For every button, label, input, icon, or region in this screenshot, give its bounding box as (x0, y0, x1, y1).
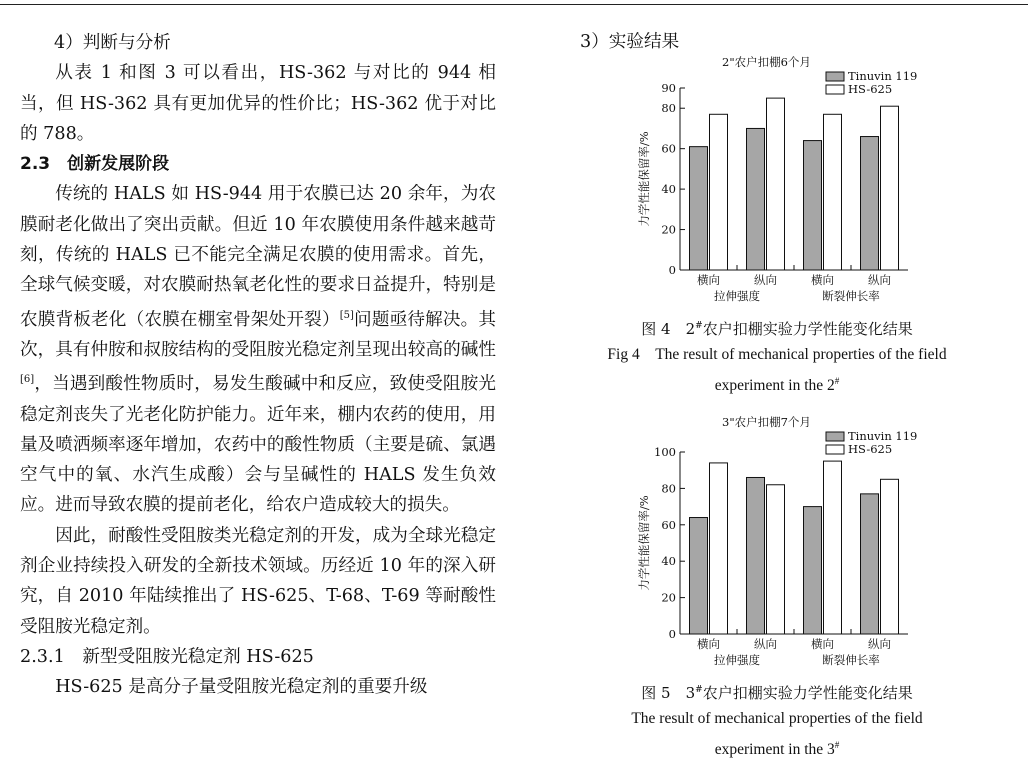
paragraph-1: 从表 1 和图 3 可以看出，HS-362 与对比的 944 相当，但 HS-362 具有更加优异的性价比；HS-362 优于对比的 788。 (20, 63, 496, 144)
chart4-legend-label: HS-625 (848, 82, 893, 96)
paragraph-2-part-a: 传统的 HALS 如 HS-944 用于农膜已达 20 余年，为农膜耐老化做出了突出贡献。但近 10 年农膜使用条件越来越苛刻，传统的 HALS 已不能完全满足农膜的使用需求。首先，全球气候变暖，对农膜耐热氧老化性的要求日益提升，特别是农膜背板老化（农膜在棚室骨架处开裂） (20, 184, 496, 330)
chart5-bar (804, 507, 822, 634)
chart4-bar (861, 137, 879, 270)
chart4-bar (690, 147, 708, 270)
chart5-y-tick-label: 40 (661, 554, 676, 569)
chart5-y-tick-label: 20 (661, 590, 676, 605)
chart4-x-tick-label: 纵向 (868, 273, 891, 287)
figure-5-caption-en-1: The result of mechanical properties of the field (631, 710, 923, 727)
chart4-legend-swatch (826, 72, 844, 81)
figure-5-caption-cn-b: 农户扣棚实验力学性能变化结果 (702, 684, 913, 702)
chart5-group-label: 断裂伸长率 (822, 653, 880, 667)
figure-5-caption-en-2: experiment in the 3 (714, 741, 835, 758)
subsection-heading-2-3-1: 2.3.1 新型受阻胺光稳定剂 HS-625 (20, 646, 314, 667)
reference-5[interactable]: [5] (339, 309, 354, 321)
heading-3-results: 3）实验结果 (580, 32, 680, 52)
chart5-bar (824, 461, 842, 634)
chart4-y-tick-label: 80 (661, 101, 676, 116)
figure-5-chart (630, 412, 930, 672)
chart5-x-tick-label: 纵向 (754, 637, 777, 651)
paragraph-3: 因此，耐酸性受阻胺类光稳定剂的开发，成为全球光稳定剂企业持续投入研发的全新技术领域。历经近 10 年的深入研究，自 2010 年陆续推出了 HS-625、T-68、T-69 等耐酸性受阻胺光稳定剂。 (20, 525, 496, 637)
chart5-bar (747, 477, 765, 634)
chart4-y-tick-label: 20 (661, 222, 676, 237)
paragraph-2-part-b: 问题亟待解决。其次，具有仲胺和叔胺结构的受阻胺光稳定剂呈现出较高的碱性 (20, 309, 496, 360)
chart4-y-tick-label: 0 (668, 263, 676, 277)
chart4-y-axis-label: 力学性能保留率/% (637, 131, 651, 227)
left-column (20, 28, 496, 703)
chart5-y-tick-label: 60 (661, 517, 676, 532)
chart4-bar (824, 114, 842, 270)
figure-5-caption-cn-a: 图 5 3 (641, 684, 696, 702)
paragraph-4: HS-625 是高分子量受阻胺光稳定剂的重要升级 (55, 677, 428, 698)
figure-5-en-hash: # (834, 740, 840, 750)
chart4-bar (767, 98, 785, 270)
chart4-x-tick-label: 横向 (697, 273, 720, 287)
chart4-bar (804, 141, 822, 270)
figure-4-en-hash: # (834, 376, 840, 386)
chart4-group-label: 断裂伸长率 (822, 289, 880, 303)
chart5-x-tick-label: 横向 (811, 637, 834, 651)
paragraph-2 (20, 179, 496, 520)
chart5-legend-label: HS-625 (848, 442, 893, 456)
figure-4-hash: # (695, 321, 703, 331)
chart5-x-tick-label: 横向 (697, 637, 720, 651)
figure-4-caption-cn-b: 农户扣棚实验力学性能变化结果 (702, 320, 913, 338)
reference-6[interactable]: [6] (20, 374, 35, 386)
chart4-title: 2"农户扣棚6个月 (722, 55, 811, 69)
chart5-group-label: 拉伸强度 (714, 653, 760, 667)
chart4-bar (710, 114, 728, 270)
heading-4-judgement: 4）判断与分析 (54, 33, 171, 53)
figure-4-caption-en-1: Fig 4 The result of mechanical properties of the field (607, 346, 947, 363)
figure-5-hash: # (695, 685, 703, 695)
header-rule (0, 4, 1028, 5)
chart5-legend-swatch (826, 445, 844, 454)
chart4-y-tick-label: 60 (661, 141, 676, 156)
chart5-y-tick-label: 100 (654, 445, 676, 459)
section-heading-2-3: 2.3 创新发展阶段 (20, 154, 170, 175)
chart4-group-label: 拉伸强度 (714, 289, 760, 303)
chart5-bar (881, 479, 899, 634)
paragraph-2-part-c: ，当遇到酸性物质时，易发生酸碱中和反应，致使受阻胺光稳定剂丧失了光老化防护能力。近年来，棚内农药的使用，用量及喷洒频率逐年增加，农药中的酸性物质（主要是硫、氯遇空气中的氧、水汽生成酸）会与呈碱性的 HALS 发生负效应。进而导致农膜的提前老化，给农户造成较大的损失。 (20, 374, 496, 516)
chart5-bar (861, 494, 879, 634)
figure-5-caption (540, 677, 1014, 763)
figure-4-caption-en-2: experiment in the 2 (714, 377, 835, 394)
figure-4-caption-cn-a: 图 4 2 (641, 320, 696, 338)
chart5-title: 3"农户扣棚7个月 (722, 415, 811, 429)
figure-5-svg (630, 412, 930, 672)
chart5-bar (710, 463, 728, 634)
chart5-y-axis-label: 力学性能保留率/% (637, 495, 651, 591)
chart4-y-tick-label: 40 (661, 182, 676, 197)
chart4-bar (881, 106, 899, 270)
chart5-bar (690, 518, 708, 634)
chart5-y-tick-label: 0 (668, 627, 676, 641)
figure-4-svg (630, 52, 930, 307)
chart4-bar (747, 128, 765, 270)
chart4-x-tick-label: 横向 (811, 273, 834, 287)
chart4-legend-swatch (826, 85, 844, 94)
figure-4-caption (540, 313, 1014, 399)
chart4-legend-label: Tinuvin 119 (848, 69, 918, 83)
chart4-y-tick-label: 90 (661, 81, 676, 95)
chart5-bar (767, 485, 785, 634)
chart4-x-tick-label: 纵向 (754, 273, 777, 287)
figure-4-chart (630, 52, 930, 307)
chart5-x-tick-label: 纵向 (868, 637, 891, 651)
chart5-legend-label: Tinuvin 119 (848, 429, 918, 443)
chart5-y-tick-label: 80 (661, 481, 676, 496)
chart5-legend-swatch (826, 432, 844, 441)
